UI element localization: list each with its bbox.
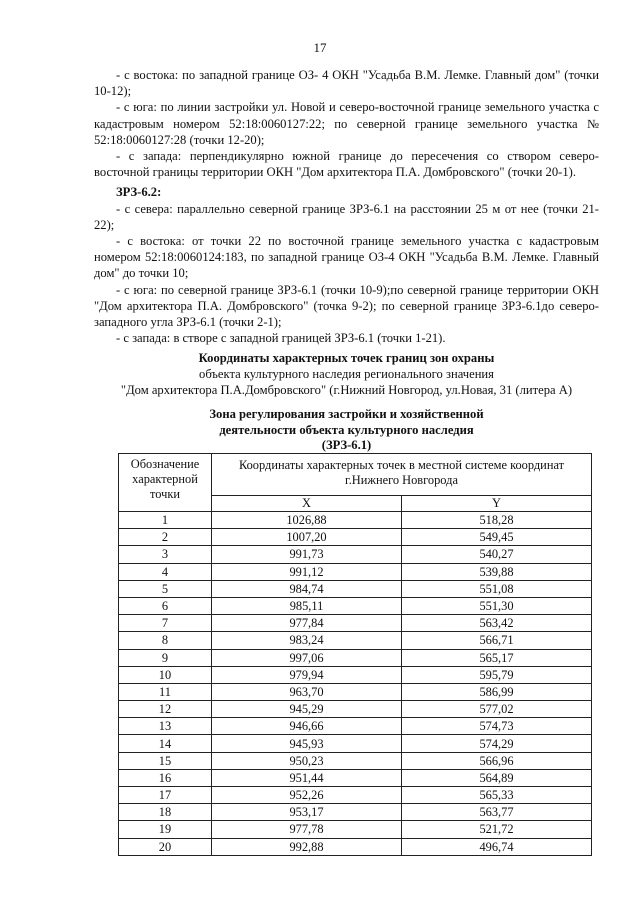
x-cell: 945,93 (212, 735, 402, 752)
coords-title-line: объекта культурного наследия регионального значения (199, 367, 494, 381)
y-cell: 565,17 (402, 649, 592, 666)
y-cell: 566,71 (402, 632, 592, 649)
table-row (119, 512, 592, 529)
x-cell: 979,94 (212, 666, 402, 683)
table-row (119, 804, 592, 821)
point-cell: 6 (119, 597, 212, 614)
table-row (119, 615, 592, 632)
paragraph: - с запада: в створе с западной границей ЗРЗ-6.1 (точки 1-21). (116, 331, 446, 346)
paragraph: - с юга: по северной границе ЗРЗ-6.1 (точки 10-9);по северной границе территории ОКН "Дом архитектора П.А. Домбровского" (точка 9-2); по северной границе ЗРЗ-6.1до северо-западного угла ЗРЗ-6.1 (точки 2-1); (94, 282, 599, 330)
point-cell: 1 (119, 512, 212, 529)
point-cell: 9 (119, 649, 212, 666)
y-cell: 521,72 (402, 821, 592, 838)
x-cell: 991,73 (212, 546, 402, 563)
header-point: Обозначение характерной точки (119, 454, 212, 512)
table-row (119, 683, 592, 700)
point-cell: 17 (119, 787, 212, 804)
paragraph: - с севера: параллельно северной границе ЗРЗ-6.1 на расстоянии 25 м от нее (точки 21-22); (94, 201, 599, 232)
x-cell: 951,44 (212, 769, 402, 786)
zone-title-line: деятельности объекта культурного наследия (219, 422, 474, 437)
table-row (119, 769, 592, 786)
x-cell: 991,12 (212, 563, 402, 580)
y-cell: 566,96 (402, 752, 592, 769)
header-x: X (212, 496, 402, 512)
section-heading: ЗРЗ-6.2: (116, 185, 162, 200)
point-cell: 7 (119, 615, 212, 632)
table-row (119, 563, 592, 580)
page-number: 17 (313, 40, 327, 55)
coords-title-line: Координаты характерных точек границ зон охраны (198, 351, 495, 365)
paragraph: - с востока: от точки 22 по восточной границе земельного участка с кадастровым номером 52:18:0060124:183, по западной границе ОЗ-4 ОКН "Усадьба В.М. Лемке. Главный дом" до точки 10; (94, 234, 599, 281)
table-row (119, 546, 592, 563)
y-cell: 549,45 (402, 529, 592, 546)
paragraph: - с запада: перпендикулярно южной границе до пересечения со створом северо-восточной границы территории ОКН "Дом архитектора П.А. Домбровского" (точки 20-1). (94, 149, 599, 180)
x-cell: 952,26 (212, 787, 402, 804)
table-row (119, 701, 592, 718)
y-cell: 564,89 (402, 769, 592, 786)
table-row (119, 666, 592, 683)
point-cell: 4 (119, 563, 212, 580)
x-cell: 977,84 (212, 615, 402, 632)
header-y: Y (402, 496, 592, 512)
zone-title-line: (ЗРЗ-6.1) (321, 438, 372, 452)
x-cell: 985,11 (212, 597, 402, 614)
table-row (119, 735, 592, 752)
coords-title-line: "Дом архитектора П.А.Домбровского" (г.Нижний Новгород, ул.Новая, 31 (литера А) (120, 383, 573, 397)
zone-title-line: Зона регулирования застройки и хозяйственной (209, 407, 484, 421)
x-cell: 945,29 (212, 701, 402, 718)
table-row (119, 838, 592, 855)
table-row (119, 787, 592, 804)
y-cell: 551,30 (402, 597, 592, 614)
y-cell: 586,99 (402, 683, 592, 700)
y-cell: 539,88 (402, 563, 592, 580)
point-cell: 3 (119, 546, 212, 563)
x-cell: 950,23 (212, 752, 402, 769)
zone-title (94, 407, 599, 454)
table-row (119, 597, 592, 614)
table-row (119, 649, 592, 666)
x-cell: 977,78 (212, 821, 402, 838)
coords-title (94, 350, 599, 398)
point-cell: 12 (119, 701, 212, 718)
table-row (119, 529, 592, 546)
point-cell: 5 (119, 580, 212, 597)
y-cell: 565,33 (402, 787, 592, 804)
table-row (119, 821, 592, 838)
x-cell: 997,06 (212, 649, 402, 666)
x-cell: 1026,88 (212, 512, 402, 529)
y-cell: 563,77 (402, 804, 592, 821)
y-cell: 574,73 (402, 718, 592, 735)
point-cell: 13 (119, 718, 212, 735)
x-cell: 984,74 (212, 580, 402, 597)
paragraph: - с юга: по линии застройки ул. Новой и северо-восточной границе земельного участка с кадастровым номером 52:18:0060127:22; по северной границе земельного участка № 52:18:0060127:28 (точки 12-20); (94, 100, 599, 147)
point-cell: 14 (119, 735, 212, 752)
y-cell: 577,02 (402, 701, 592, 718)
coordinates-table (118, 453, 592, 856)
table-row (119, 752, 592, 769)
y-cell: 595,79 (402, 666, 592, 683)
y-cell: 518,28 (402, 512, 592, 529)
x-cell: 992,88 (212, 838, 402, 855)
y-cell: 551,08 (402, 580, 592, 597)
point-cell: 18 (119, 804, 212, 821)
body-text (94, 67, 599, 346)
table-row (119, 580, 592, 597)
point-cell: 20 (119, 838, 212, 855)
point-cell: 2 (119, 529, 212, 546)
x-cell: 963,70 (212, 683, 402, 700)
point-cell: 15 (119, 752, 212, 769)
table-row (119, 718, 592, 735)
table-body (119, 512, 592, 856)
x-cell: 946,66 (212, 718, 402, 735)
point-cell: 16 (119, 769, 212, 786)
point-cell: 19 (119, 821, 212, 838)
x-cell: 953,17 (212, 804, 402, 821)
header-coordinates: Координаты характерных точек в местной системе координат г.Нижнего Новгорода (212, 454, 592, 496)
point-cell: 10 (119, 666, 212, 683)
table-row (119, 632, 592, 649)
x-cell: 983,24 (212, 632, 402, 649)
y-cell: 574,29 (402, 735, 592, 752)
y-cell: 540,27 (402, 546, 592, 563)
paragraph: - с востока: по западной границе ОЗ- 4 ОКН "Усадьба В.М. Лемке. Главный дом" (точки 10-12); (94, 68, 599, 99)
point-cell: 11 (119, 683, 212, 700)
point-cell: 8 (119, 632, 212, 649)
x-cell: 1007,20 (212, 529, 402, 546)
y-cell: 563,42 (402, 615, 592, 632)
y-cell: 496,74 (402, 838, 592, 855)
